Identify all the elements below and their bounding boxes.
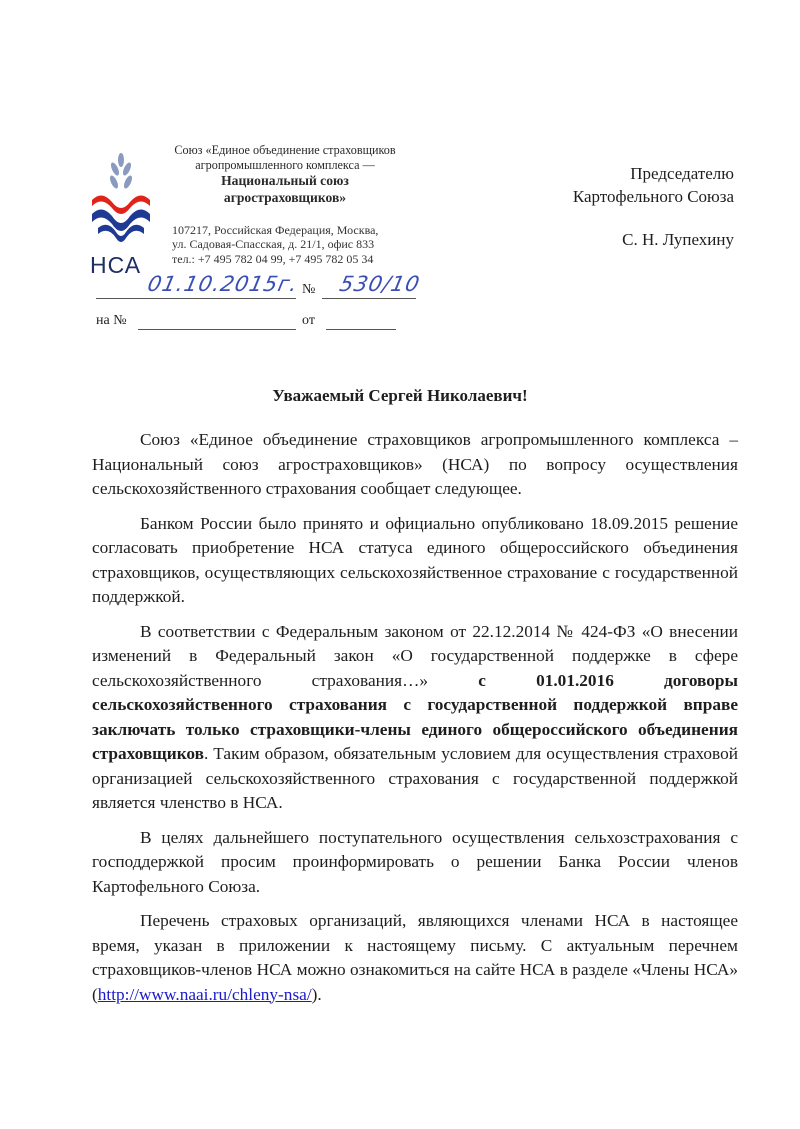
logo-text: НСА xyxy=(90,252,142,278)
paragraph-4: В целях дальнейшего поступательного осуществления сельхозстрахования с господдержкой просим проинформировать о решении Банка России членов Картофельного Союза. xyxy=(92,827,738,896)
number-underline xyxy=(322,298,416,299)
ref-underline xyxy=(138,329,296,330)
paragraph-3-bold: с 01.01.2016 договоры сельскохозяйственного страхования с государственной поддержкой вправе заключать только страховщики-члены единого общероссийского объединения страховщиков xyxy=(92,670,739,763)
date-underline xyxy=(96,298,296,299)
phone-line: тел.: +7 495 782 04 99, +7 495 782 05 34 xyxy=(172,251,374,266)
addressee-title: Председателю xyxy=(630,164,734,183)
paragraph-1: Союз «Единое объединение страховщиков агропромышленного комплекса – Национальный союз агростраховщиков» (НСА) по вопросу осуществления сельскохозяйственного страхования сообщает следующее. xyxy=(92,430,738,498)
paragraph-5 xyxy=(92,909,738,1007)
paragraph-5-text-b: ). xyxy=(311,984,322,1004)
org-name-line2: агропромышленного комплекса — xyxy=(195,157,375,172)
org-name-line4: агростраховщиков» xyxy=(223,190,347,206)
from-label: от xyxy=(302,313,315,328)
outgoing-registration xyxy=(96,272,423,304)
org-name-line3: Национальный союз xyxy=(221,173,349,189)
from-underline xyxy=(326,329,396,330)
addressee-org: Картофельного Союза xyxy=(572,187,734,206)
letter-body xyxy=(92,428,738,1017)
incoming-reference xyxy=(96,313,406,335)
greeting: Уважаемый Сергей Николаевич! xyxy=(272,386,528,405)
org-name-line1: Союз «Единое объединение страховщиков xyxy=(174,143,396,157)
addressee-block xyxy=(540,162,734,251)
ref-label: на № xyxy=(96,313,127,328)
org-address xyxy=(172,223,412,266)
handwritten-date: 01.10.2015г. xyxy=(145,272,301,296)
paragraph-5-text-a: Перечень страховых организаций, являющихся членами НСА в настоящее время, указан в приложении к настоящему письму. С актуальным перечнем страховщиков-членов НСА можно ознакомиться на сайте НСА в разделе «Члены НСА» ( xyxy=(92,911,738,1004)
handwritten-number: 530/10 xyxy=(337,272,423,296)
nsa-members-link[interactable]: http://www.naai.ru/chleny-nsa/ xyxy=(97,984,312,1004)
org-header xyxy=(160,143,410,206)
addressee-name: С. Н. Лупехину xyxy=(622,230,734,249)
address-line1: 107217, Российская Федерация, Москва, xyxy=(172,223,379,237)
paragraph-3-text-a: В соответствии с Федеральным законом от 22.12.2014 № 424-ФЗ «О внесении изменений в Федеральный закон «О государственной поддержке в сфере сельскохозяйственного страхования…» xyxy=(92,621,738,690)
address-line2: ул. Садовая-Спасская, д. 21/1, офис 833 xyxy=(172,237,375,252)
paragraph-3-text-b: . Таким образом, обязательным условием для осуществления страховой организацией сельскохозяйственного страхования с государственной поддержкой является членство в НСА. xyxy=(92,744,738,812)
number-label: № xyxy=(302,282,316,297)
paragraph-2: Банком России было принято и официально опубликовано 18.09.2015 решение согласовать приобретение НСА статуса единого общероссийского объединения страховщиков, осуществляющих сельскохозяйственное страхование с государственной поддержкой. xyxy=(92,513,738,606)
paragraph-3 xyxy=(92,620,738,816)
